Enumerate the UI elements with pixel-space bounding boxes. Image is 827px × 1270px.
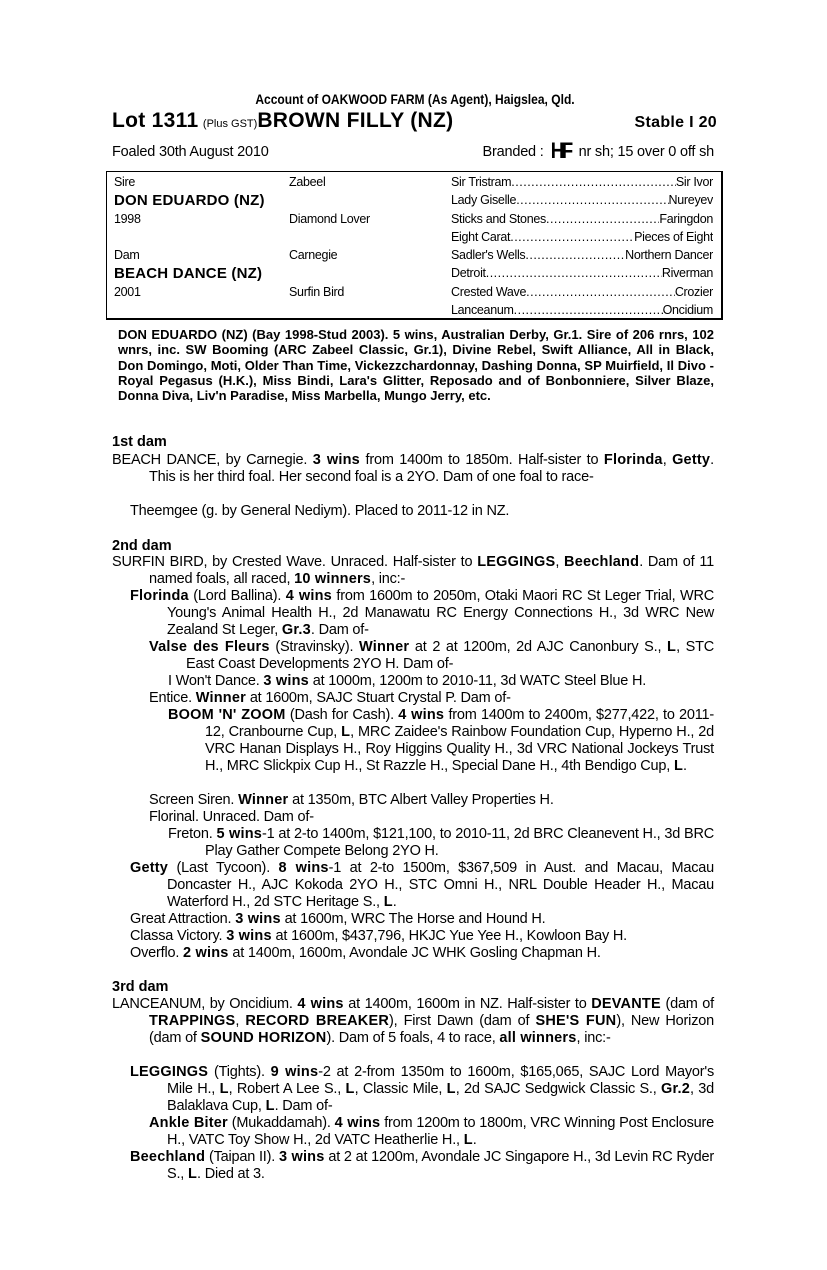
dam-of-sire: Diamond Lover: [289, 212, 370, 226]
pedigree-table: [106, 171, 723, 320]
sire-label: Sire: [114, 175, 136, 189]
dam-entry: Freton. 5 wins-1 at 2-to 1400m, $121,100, to 2010-11, 2d BRC Cleanevent H., 3d BRC Play Gather Compete Belong 2YO H.: [168, 826, 714, 859]
brand-mark-icon: HF: [551, 138, 572, 163]
first-dam-heading: 1st dam: [112, 434, 167, 450]
lot-number: Lot 1311: [112, 109, 199, 132]
branded-label: Branded :: [482, 144, 544, 160]
dam-entry: SURFIN BIRD, by Crested Wave. Unraced. Half-sister to LEGGINGS, Beechland. Dam of 11 named foals, all raced, 10 winners, inc:-: [112, 554, 714, 587]
pedigree-line: Eight Carat ..... Pieces of Eight: [451, 230, 713, 244]
dam-entry: Theemgee (g. by General Nediym). Placed to 2011-12 in NZ.: [130, 503, 510, 519]
dam-entry: Great Attraction. 3 wins at 1600m, WRC The Horse and Hound H.: [130, 911, 546, 927]
dam-entry: Overflo. 2 wins at 1400m, 1600m, Avondale JC WHK Gosling Chapman H.: [130, 945, 601, 961]
dam-entry: Entice. Winner at 1600m, SAJC Stuart Crystal P. Dam of-: [149, 690, 511, 706]
lot-header: [112, 109, 717, 135]
dam-year: 2001: [114, 285, 141, 299]
dam-entry: Getty (Last Tycoon). 8 wins-1 at 2-to 1500m, $367,509 in Aust. and Macau, Macau Doncaster H., AJC Kokoda 2YO H., STC Omni H., NRL Double Header H., Macau Waterford H., 2d STC Heritage S., L.: [130, 860, 714, 910]
dam-entry: I Won't Dance. 3 wins at 1000m, 1200m to 2010-11, 3d WATC Steel Blue H.: [168, 673, 647, 689]
dam-entry: Florinda (Lord Ballina). 4 wins from 1600m to 2050m, Otaki Maori RC St Leger Trial, WRC Young's Animal Health H., 2d Manawatu RC Energy Connections H., 3d WRC New Zealand St Leger, Gr.3. Dam of-: [130, 588, 714, 638]
pedigree-line: Sir Tristram ..... Sir Ivor: [451, 175, 713, 189]
sire-name: DON EDUARDO (NZ): [114, 192, 265, 209]
dam-of-dam: Surfin Bird: [289, 285, 345, 299]
foaling-date: Foaled 30th August 2010: [112, 144, 269, 160]
pedigree-line: Lanceanum ..... Oncidium: [451, 303, 713, 317]
dam-entry: Valse des Fleurs (Stravinsky). Winner at 2 at 1200m, 2d AJC Canonbury S., L, STC East Coast Developments 2YO H. Dam of-: [149, 639, 714, 672]
gst-note: (Plus GST): [202, 118, 258, 130]
dam-label: Dam: [114, 248, 140, 262]
brand-info: [483, 138, 715, 164]
dam-entry: Florinal. Unraced. Dam of-: [149, 809, 314, 825]
sire-year: 1998: [114, 212, 141, 226]
horse-description: BROWN FILLY (NZ): [257, 109, 454, 132]
dam-entry: Screen Siren. Winner at 1350m, BTC Albert Valley Properties H.: [149, 792, 554, 808]
dam-entry: LANCEANUM, by Oncidium. 4 wins at 1400m, 1600m in NZ. Half-sister to DEVANTE (dam of TRAPPINGS, RECORD BREAKER), First Dawn (dam of SHE'S FUN), New Horizon (dam of SOUND HORIZON). Dam of 5 foals, 4 to race, all winners, inc:-: [112, 996, 714, 1046]
dam-entry: LEGGINGS (Tights). 9 wins-2 at 2-from 1350m to 1600m, $165,065, SAJC Lord Mayor's Mile H., L, Robert A Lee S., L, Classic Mile, L, 2d SAJC Sedgwick Classic S., Gr.2, 3d Balaklava Cup, L. Dam of-: [130, 1064, 714, 1114]
dam-name: BEACH DANCE (NZ): [114, 265, 263, 282]
dam-entry: BEACH DANCE, by Carnegie. 3 wins from 1400m to 1850m. Half-sister to Florinda, Getty. This is her third foal. Her second foal is a 2YO. Dam of one foal to race-: [112, 452, 714, 485]
pedigree-line: Lady Giselle ..... Nureyev: [451, 193, 713, 207]
dam-entry: Ankle Biter (Mukaddamah). 4 wins from 1200m to 1800m, VRC Winning Post Enclosure H., VATC Toy Show H., 2d VATC Heatherlie H., L.: [149, 1115, 715, 1148]
pedigree-line: Sadler's Wells ..... Northern Dancer: [451, 248, 713, 262]
sire-of-dam: Carnegie: [289, 248, 338, 262]
vendor-account: Account of OAKWOOD FARM (As Agent), Haigslea, Qld.: [255, 91, 575, 107]
sire-of-sire: Zabeel: [289, 175, 326, 189]
pedigree-line: Crested Wave ..... Crozier: [451, 285, 713, 299]
dam-entry: Classa Victory. 3 wins at 1600m, $437,796, HKJC Yue Yee H., Kowloon Bay H.: [130, 928, 628, 944]
dam-entry: Beechland (Taipan II). 3 wins at 2 at 1200m, Avondale JC Singapore H., 3d Levin RC Ryder S., L. Died at 3.: [130, 1149, 714, 1182]
sire-summary: DON EDUARDO (NZ) (Bay 1998-Stud 2003). 5 wins, Australian Derby, Gr.1. Sire of 206 rnrs, 102 wnrs, inc. SW Booming (ARC Zabeel Classic, Gr.1), Divine Rebel, Swift Alliance, All in Black, Don Domingo, Moti, Older Than Time, Vickezzchardonnay, Dashing Donna, SP Muirfield, Il Divo - Royal Pegasus (H.K.), Miss Bindi, Lara's Glitter, Reposado and of Bonbonniere, Silver Blaze, Donna Diva, Liv'n Paradise, Miss Marbella, Mungo Jerry, etc.: [118, 327, 714, 404]
stable-number: Stable I 20: [634, 114, 717, 131]
pedigree-line: Detroit ..... Riverman: [451, 266, 713, 280]
second-dam-heading: 2nd dam: [112, 538, 172, 554]
pedigree-line: Sticks and Stones ..... Faringdon: [451, 212, 713, 226]
brand-details: nr sh; 15 over 0 off sh: [578, 144, 714, 160]
dam-entry: BOOM 'N' ZOOM (Dash for Cash). 4 wins from 1400m to 2400m, $277,422, to 2011-12, Cranbourne Cup, L, MRC Zaidee's Rainbow Foundation Cup, Hyperno H., 2d VRC Hanan Displays H., Roy Higgins Quality H., 3d VRC National Jockeys Trust H., MRC Slickpix Cup H., St Razzle H., Special Dane H., 4th Bendigo Cup, L.: [168, 707, 715, 774]
third-dam-heading: 3rd dam: [112, 979, 169, 995]
